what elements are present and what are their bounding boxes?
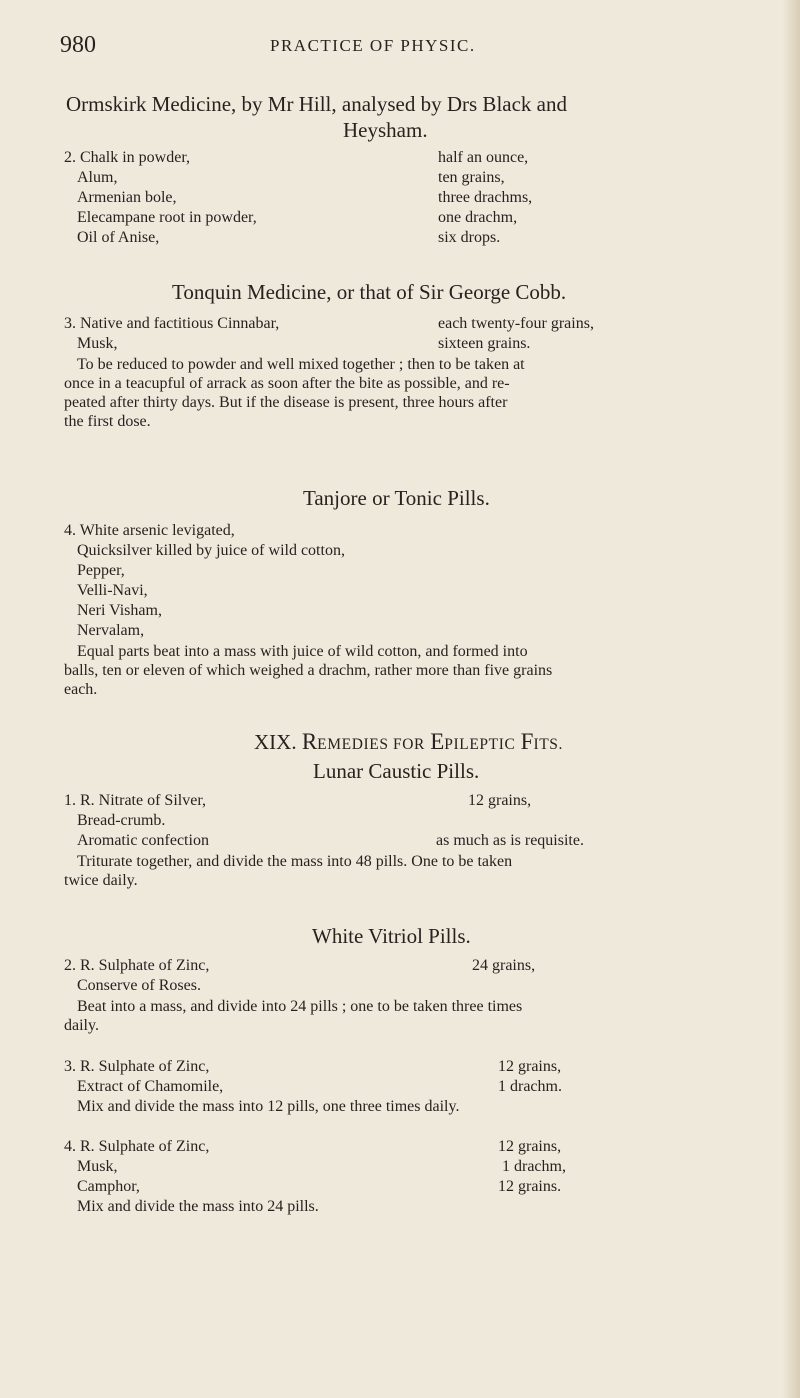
ormskirk-item-amount: half an ounce, bbox=[438, 149, 529, 166]
ormskirk-item-name: Oil of Anise, bbox=[77, 229, 160, 246]
running-head bbox=[60, 32, 700, 62]
text-line: peated after thirty days. But if the disease is present, three hours after bbox=[64, 394, 508, 411]
lunar-item-name: 1. R. Nitrate of Silver, bbox=[64, 792, 206, 809]
lunar-heading: Lunar Caustic Pills. bbox=[313, 759, 480, 783]
ormskirk-item-name: 2. Chalk in powder, bbox=[64, 149, 191, 166]
text-line: balls, ten or eleven of which weighed a drachm, rather more than five grains bbox=[64, 662, 553, 679]
white-vitriol-item-amount: 24 grains, bbox=[472, 957, 536, 974]
section-word-initial: F bbox=[520, 729, 534, 754]
tanjore-item: 4. White arsenic levigated, bbox=[64, 522, 235, 539]
recipe4-item-amount: 1 drachm, bbox=[502, 1158, 566, 1175]
text-line: daily. bbox=[64, 1017, 99, 1034]
section-word-initial: R bbox=[301, 729, 318, 754]
recipe4-item-name: 4. R. Sulphate of Zinc, bbox=[64, 1138, 210, 1155]
ormskirk-item-name: Armenian bole, bbox=[77, 189, 177, 206]
white-vitriol-item-name: Conserve of Roses. bbox=[77, 977, 201, 994]
lunar-item-amount: as much as is requisite. bbox=[436, 832, 584, 849]
lunar-directions bbox=[64, 852, 748, 890]
section-word-rest: ITS. bbox=[533, 736, 563, 753]
section-word-rest: PILEPTIC bbox=[444, 736, 516, 753]
recipe4-item-amount: 12 grains, bbox=[498, 1138, 562, 1155]
tonquin-item-amount: sixteen grains. bbox=[438, 335, 531, 352]
recipe4-item-name: Camphor, bbox=[77, 1178, 140, 1195]
lunar-item-amount: 12 grains, bbox=[468, 792, 532, 809]
text-line: twice daily. bbox=[64, 872, 138, 889]
recipe3-item-amount: 1 drachm. bbox=[498, 1078, 562, 1095]
recipe3-directions: Mix and divide the mass into 12 pills, one three times daily. bbox=[77, 1098, 460, 1115]
tanjore-item: Quicksilver killed by juice of wild cotton, bbox=[77, 542, 345, 559]
tanjore-item: Pepper, bbox=[77, 562, 125, 579]
ormskirk-item-name: Elecampane root in powder, bbox=[77, 209, 257, 226]
section-word-initial: E bbox=[430, 729, 445, 754]
text-line: Triturate together, and divide the mass into 48 pills. One to be taken bbox=[77, 853, 513, 870]
tonquin-directions bbox=[64, 355, 748, 431]
ormskirk-heading-line1: Ormskirk Medicine, by Mr Hill, analysed by Drs Black and bbox=[66, 92, 567, 116]
text-line: the first dose. bbox=[64, 413, 151, 430]
tanjore-heading: Tanjore or Tonic Pills. bbox=[303, 486, 490, 510]
ormskirk-item-amount: six drops. bbox=[438, 229, 501, 246]
lunar-item-name: Aromatic confection bbox=[77, 832, 209, 849]
ormskirk-item-amount: one drachm, bbox=[438, 209, 518, 226]
recipe4-item-amount: 12 grains. bbox=[498, 1178, 562, 1195]
ormskirk-item-amount: three drachms, bbox=[438, 189, 533, 206]
ormskirk-item-amount: ten grains, bbox=[438, 169, 505, 186]
text-line: Equal parts beat into a mass with juice of wild cotton, and formed into bbox=[77, 643, 528, 660]
text-line: once in a teacupful of arrack as soon after the bite as possible, and re- bbox=[64, 375, 510, 392]
tonquin-item-amount: each twenty-four grains, bbox=[438, 315, 594, 332]
section-heading bbox=[254, 729, 563, 755]
recipe3-item-name: 3. R. Sulphate of Zinc, bbox=[64, 1058, 210, 1075]
text-line: To be reduced to powder and well mixed together ; then to be taken at bbox=[77, 356, 525, 373]
recipe3-item-amount: 12 grains, bbox=[498, 1058, 562, 1075]
text-line: Beat into a mass, and divide into 24 pills ; one to be taken three times bbox=[77, 998, 523, 1015]
recipe3-item-name: Extract of Chamomile, bbox=[77, 1078, 224, 1095]
tanjore-item: Nervalam, bbox=[77, 622, 145, 639]
text-line: each. bbox=[64, 681, 98, 698]
recipe4-item-name: Musk, bbox=[77, 1158, 118, 1175]
tonquin-item-name: Musk, bbox=[77, 335, 118, 352]
running-title: PRACTICE OF PHYSIC. bbox=[270, 36, 476, 55]
ormskirk-item-name: Alum, bbox=[77, 169, 118, 186]
tanjore-directions bbox=[64, 642, 748, 699]
section-word-rest: EMEDIES FOR bbox=[317, 736, 425, 753]
white-vitriol-item-name: 2. R. Sulphate of Zinc, bbox=[64, 957, 210, 974]
white-vitriol-heading: White Vitriol Pills. bbox=[312, 924, 471, 948]
tonquin-item-name: 3. Native and factitious Cinnabar, bbox=[64, 315, 280, 332]
section-numeral: XIX. bbox=[254, 730, 297, 754]
page-number: 980 bbox=[60, 32, 96, 58]
tonquin-heading: Tonquin Medicine, or that of Sir George Cobb. bbox=[172, 280, 567, 304]
ormskirk-heading-line2: Heysham. bbox=[343, 118, 428, 142]
tanjore-item: Velli-Navi, bbox=[77, 582, 148, 599]
tanjore-item: Neri Visham, bbox=[77, 602, 162, 619]
lunar-item-name: Bread-crumb. bbox=[77, 812, 166, 829]
white-vitriol-directions bbox=[64, 997, 748, 1035]
recipe4-directions: Mix and divide the mass into 24 pills. bbox=[77, 1198, 319, 1215]
